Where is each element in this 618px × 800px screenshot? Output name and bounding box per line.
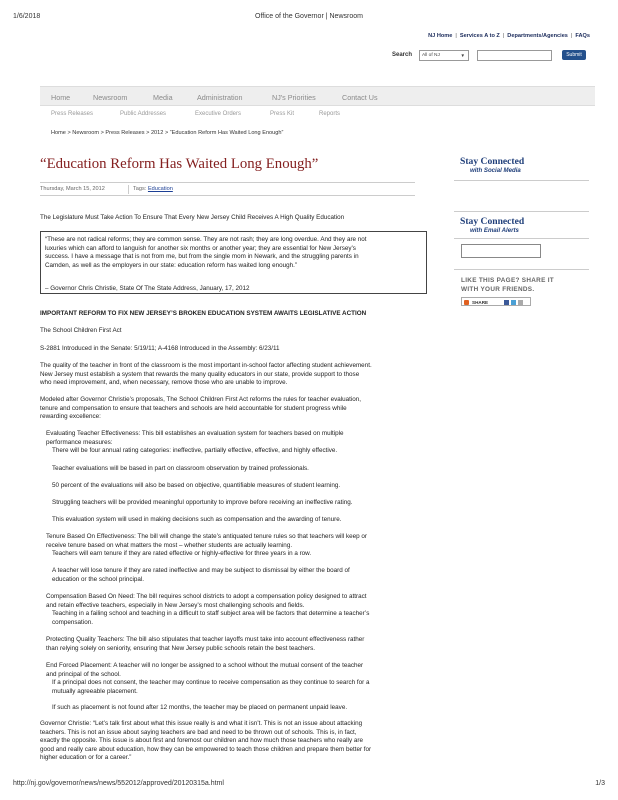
search-submit-button[interactable]: Submit [562,50,586,60]
mainnav-priorities[interactable]: NJ's Priorities [272,93,316,102]
sub-list-item: If such as placement is not found after 12 months, the teacher may be placed on permanent unpaid leave. [52,704,348,711]
list-item: Evaluating Teacher Effectiveness: This bill establishes an evaluation system for teachers based on multiple performance measures: [46,430,344,446]
section-heading: IMPORTANT REFORM TO FIX NEW JERSEY’S BROKEN EDUCATION SYSTEM AWAITS LEGISLATIVE ACTION [40,310,367,317]
sub-list-item: This evaluation system will used in making decisions such as compensation and the awarding of tenure. [52,516,342,523]
quote-line: “These are not radical reforms; they are common sense. They are not rash; they are long overdue. And they are not [45,236,367,243]
search-label: Search [392,52,413,58]
mainnav-media[interactable]: Media [153,93,173,102]
mainnav-contact[interactable]: Contact Us [342,93,378,102]
share-button[interactable]: SHARE [461,297,531,306]
quote-line: luxuries which can afford to languish for another six months or another year; they are essential for New Jersey’s [45,244,356,252]
sidebar-divider [454,238,589,239]
twitter-icon [511,300,516,305]
mainnav-administration[interactable]: Administration [197,93,243,102]
subnav-press-releases[interactable]: Press Releases [51,111,94,117]
mainnav-home[interactable]: Home [51,93,71,102]
facebook-icon [504,300,509,305]
email-input[interactable] [461,244,541,258]
meta-divider [128,185,129,194]
chevron-down-icon: ▼ [460,53,465,58]
sub-list-item: Teacher evaluations will be based in part on classroom observation by trained professionals. [52,465,309,472]
sub-list-item: Teaching in a failing school and teaching in a difficult to staff subject area will be factors that determine a teacher’s compensation. [52,610,370,626]
tag-link[interactable]: Education [147,186,173,192]
breadcrumb: Home > Newsroom > Press Releases > 2012 > “Education Reform Has Waited Long Enough” [51,130,284,136]
print-footer [13,780,605,790]
list-item: End Forced Placement: A teacher will no longer be assigned to a school without the mutual consent of the teacher and principal of the school. [46,662,364,678]
page-title: “Education Reform Has Waited Long Enough” [40,156,319,172]
sidebar-divider [454,269,589,270]
quote-line: success. I have a message that is not from me, but from the single mom in Newark, and the struggling parents in [45,253,359,261]
quote-attribution: – Governor Chris Christie, State Of The State Address, January, 17, 2012 [45,285,250,292]
sub-list-item: There will be four annual rating categories: ineffective, partially effective, effective, and highly effective. [52,447,338,454]
search-bar [392,50,592,62]
print-url: http://nj.gov/governor/news/news/552012/approved/20120315a.html [13,780,224,787]
sub-list-item: A teacher will lose tenure if they are rated ineffective and may be subject to dismissal by either the board of education or the school principal. [52,567,350,583]
email-icon [518,300,523,305]
print-title: Office of the Governor | Newsroom [255,13,363,20]
subnav-public-addresses[interactable]: Public Addresses [120,111,167,117]
nav-nj-home[interactable]: NJ Home [428,33,453,39]
sidebar-divider [454,180,589,181]
stay-connected-email-heading: Stay Connected [460,216,525,227]
article-lead: The Legislature Must Take Action To Ensure That Every New Jersey Child Receives A High Quality Education [40,214,345,221]
share-prompt: LIKE THIS PAGE? SHARE IT WITH YOUR FRIENDS. [461,277,555,293]
sidebar-divider [454,211,589,212]
paragraph: Governor Christie: “Let’s talk first about what this issue really is and what it isn’t. This is not an issue about attacking teachers. This is not an issue about saying teachers are bad and need to be thrown out of schools. This is, in fact, exactly the opposite. This issue is about first and foremost our children and how much those teachers who really are good and really care about education, how they can be empowered to teach those children and prepare them better for higher education or for a career.” [40,720,372,762]
search-scope-select[interactable]: All of NJ ▼ [419,50,469,61]
list-item: Tenure Based On Effectiveness: The bill will change the state’s antiquated tenure rules so that teachers will keep or receive tenure based on what matters the most – whether students are actually learning. [46,533,367,549]
sub-list-item: Teachers will earn tenure if they are rated effective or highly-effective for three years in a row. [52,550,312,557]
subnav-press-kit[interactable]: Press Kit [270,111,295,117]
utility-nav: NJ Home | Services A to Z | Departments/Agencies | FAQs [428,33,590,39]
sub-list-item: If a principal does not consent, the teacher may continue to receive compensation as they continue to search for a mutually agreeable placement. [52,679,370,695]
print-date: 1/6/2018 [13,13,41,20]
bill-info: S-2881 Introduced in the Senate: 5/19/11; A-4168 Introduced in the Assembly: 6/23/11 [40,345,280,352]
nav-faqs[interactable]: FAQs [575,33,590,39]
print-page-number: 1/3 [595,780,605,787]
subnav-executive-orders[interactable]: Executive Orders [195,111,242,117]
paragraph: The quality of the teacher in front of the classroom is the most important in-school factor affecting student achievement. New Jersey must establish a system that rewards the many quality educators in our state, provide support to those who need improvement, and, when necessary, remove those who are unable to improve. [40,362,372,387]
sub-list-item: 50 percent of the evaluations will also be based on objective, quantifiable measures of student learning. [52,482,341,489]
quote-box [40,231,427,294]
subnav-reports[interactable]: Reports [319,111,341,117]
search-input[interactable] [477,50,552,61]
main-nav [40,86,595,106]
share-icon [464,300,469,305]
quote-line: Camden, as well as the employers in our state: education reform has waited long enough.” [45,261,298,269]
act-name: The School Children First Act [40,327,122,334]
list-item: Protecting Quality Teachers: The bill also stipulates that teacher layoffs must take into account effectiveness rather than relying solely on seniority, ensuring that New Jersey public schools retain the best teachers. [46,636,365,652]
nav-departments[interactable]: Departments/Agencies [507,33,568,39]
stay-connected-social-heading: Stay Connected [460,156,525,167]
sub-list-item: Struggling teachers will be provided meaningful opportunity to improve before receiving an ineffective rating. [52,499,353,506]
print-header [13,13,605,23]
article-tags: Tags: Education [133,186,173,192]
social-media-link[interactable]: with Social Media [470,167,521,174]
article-date: Thursday, March 15, 2012 [40,186,105,192]
mainnav-newsroom[interactable]: Newsroom [93,93,128,102]
nav-services[interactable]: Services A to Z [459,33,500,39]
paragraph: Modeled after Governor Christie’s proposals, The School Children First Act reforms the rules for teacher evaluation, tenure and compensation to ensure that teachers and schools are held accountable for student progress while rewarding excellence: [40,396,362,421]
article-meta [40,182,415,196]
list-item: Compensation Based On Need: The bill requires school districts to adopt a compensation policy designed to attract and retain effective teachers, especially in New Jersey’s most challenging schools and fields. [46,593,367,609]
email-alerts-link[interactable]: with Email Alerts [470,227,519,234]
